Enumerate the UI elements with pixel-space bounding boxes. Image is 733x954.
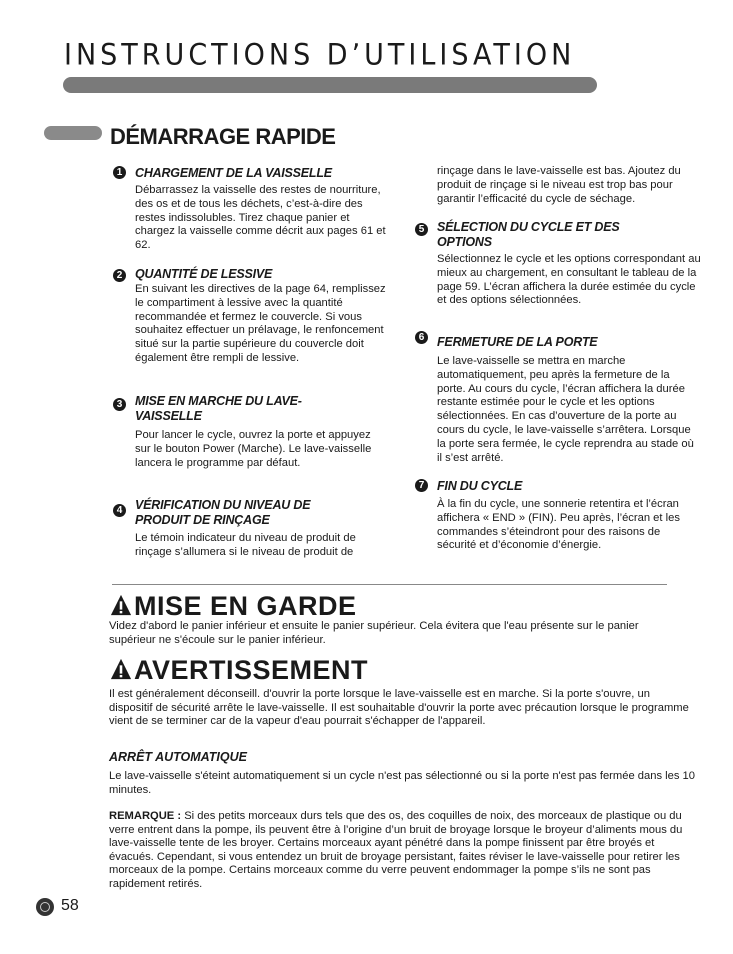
step-number-1: 1 xyxy=(113,166,126,179)
warning-heading xyxy=(110,655,368,685)
warning-text: Il est généralement déconseill. d'ouvrir la porte lorsque le lave-vaisselle est en marche. Si la porte s'ouvre, un dispositif de sécurité arrête le lave-vaisselle. Il est souhaitable d'ouvrir la porte avec précaution lorsque le programme vient de se terminer car de la vapeur d'eau pourrait s'échapper de l'appareil. xyxy=(109,688,689,728)
auto-stop-text: Le lave-vaisselle s'éteint automatiquement si un cycle n'est pas sélectionné ou si la porte n'est pas fermée dans les 10 minutes. xyxy=(109,770,695,796)
caution-text: Videz d'abord le panier inférieur et ensuite le panier supérieur. Cela évitera que l'eau présente sur le panier supérieur ne s'écoule sur le panier inférieur. xyxy=(109,620,639,646)
step-number-6: 6 xyxy=(415,331,428,344)
lg-logo-icon xyxy=(36,898,54,916)
step-number-4: 4 xyxy=(113,504,126,517)
caution-title: MISE EN GARDE xyxy=(134,591,357,621)
step-text-3: Pour lancer le cycle, ouvrez la porte et appuyez sur le bouton Power (Marche). Le lave-vaisselle lancera le programme par défaut. xyxy=(135,429,372,469)
step-text-4-continued: rinçage dans le lave-vaisselle est bas. Ajoutez du produit de rinçage si le niveau est trop bas pour garantir l’efficacité du cycle de séchage. xyxy=(437,165,681,205)
section-marker xyxy=(44,126,102,140)
step-number-3: 3 xyxy=(113,398,126,411)
step-number-5: 5 xyxy=(415,223,428,236)
step-title-5: SÉLECTION DU CYCLE ET DES OPTIONS xyxy=(437,220,620,249)
step-title-6: FERMETURE DE LA PORTE xyxy=(437,335,598,349)
warning-triangle-icon xyxy=(110,658,132,680)
step-number-2: 2 xyxy=(113,269,126,282)
step-text-5: Sélectionnez le cycle et les options correspondant au mieux au chargement, en consultant le tableau de la page 59. L’écran affichera la durée estimée du cycle et des options sélectionnées. xyxy=(437,253,701,307)
step-text-7: À la fin du cycle, une sonnerie retentira et l’écran affichera « END » (FIN). Peu après, l’écran et les commandes s’éteindront pour des raisons de sécurité et d’économie d’énergie. xyxy=(437,498,680,552)
warning-triangle-icon xyxy=(110,594,132,616)
step-title-3: MISE EN MARCHE DU LAVE-VAISSELLE xyxy=(135,394,302,423)
step-title-4: VÉRIFICATION DU NIVEAU DE PRODUIT DE RINÇAGE xyxy=(135,498,311,527)
page-header-title: INSTRUCTIONS D’UTILISATION xyxy=(64,38,576,73)
note-text: Si des petits morceaux durs tels que des os, des coquilles de noix, des morceaux de plastique ou du verre entrent dans la pompe, ils peuvent être à l’origine d’un bruit de broyage lorsque le broyeur d’aliments mous du lave-vaisselle tente de les broyer. Certains morceaux ayant pénétré dans la pompe finissent par être broyés et évacués. Cependant, si vous entendez un bruit de broyage persistant, faites réviser le lave-vaisselle pour retirer les morceaux de la pompe. Certains morceaux comme du verre peuvent endommager la pompe s’ils ne sont pas rapidement retirés. xyxy=(109,810,683,890)
step-text-6: Le lave-vaisselle se mettra en marche automatiquement, peu après la fermeture de la porte. Au cours du cycle, l’écran affichera la durée restante estimée pour le cycle et les options sélectionnées. En cas d’ouverture de la porte au cours du cycle, le lave-vaisselle s’arrêtera. Lorsque la porte sera fermée, le cycle reprendra au stade où il s’est arrêté. xyxy=(437,355,694,464)
step-title-7: FIN DU CYCLE xyxy=(437,479,523,493)
auto-stop-title: ARRÊT AUTOMATIQUE xyxy=(109,750,247,764)
warning-title: AVERTISSEMENT xyxy=(134,655,369,685)
section-title: DÉMARRAGE RAPIDE xyxy=(110,124,336,149)
step-title-1: CHARGEMENT DE LA VAISSELLE xyxy=(135,166,332,180)
note-label: REMARQUE : xyxy=(109,810,182,822)
caution-heading xyxy=(110,591,357,621)
page-number: 58 xyxy=(61,897,79,914)
note-paragraph xyxy=(109,810,694,892)
step-text-1: Débarrassez la vaisselle des restes de nourriture, des os et de tous les déchets, c’est-à-dire des restes indissolubles. Tirez chaque panier et chargez la vaisselle comme décrit aux pages 61 et 62. xyxy=(135,184,386,252)
section-divider xyxy=(112,584,667,585)
step-number-7: 7 xyxy=(415,479,428,492)
header-bar xyxy=(63,77,597,93)
step-text-2: En suivant les directives de la page 64, remplissez le compartiment à lessive avec la quantité recommandée et fermez le couvercle. Si vous souhaitez effectuer un prélavage, le renfoncement situé sur la partie supérieure du couvercle doit également être rempli de lessive. xyxy=(135,283,386,364)
step-title-2: QUANTITÉ DE LESSIVE xyxy=(135,267,273,281)
step-text-4: Le témoin indicateur du niveau de produit de rinçage s’allumera si le niveau de produit de xyxy=(135,532,356,558)
